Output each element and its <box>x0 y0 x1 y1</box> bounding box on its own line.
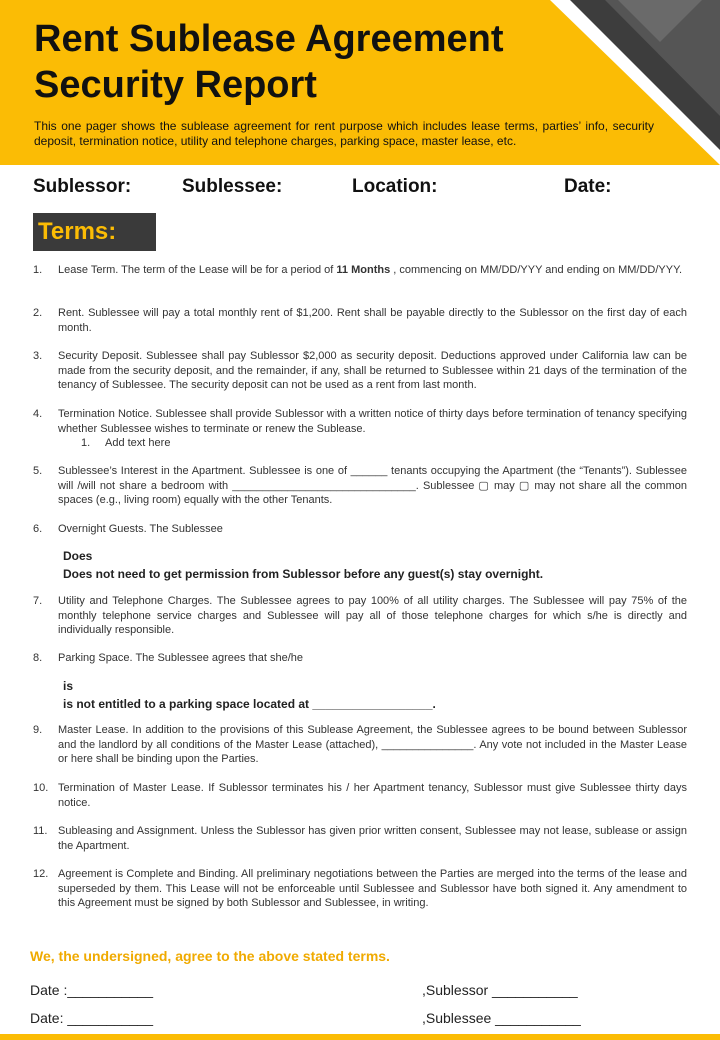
term-number: 10. <box>33 782 49 794</box>
term-item-9 <box>33 723 687 767</box>
parking-options <box>63 677 436 713</box>
term-text: Utility and Telephone Charges. The Sublessee agrees to pay 100% of all utility charges. The Sublessee will pay 75% of the monthly telephone service charges and Sublessee will pay all of those telephone charges for which s/he is directly and individually responsible. <box>58 595 687 636</box>
term-item-2 <box>33 306 687 335</box>
term-text: Agreement is Complete and Binding. All preliminary negotiations between the Parties are merged into the terms of the lease and superseded by them. This Lease will not be enforceable until Sublessee and Sublessor have both signed it. Any amendment to this Agreement must be signed by both Sublessor and Sublessee, in writing. <box>58 868 687 909</box>
term-text: Overnight Guests. The Sublessee <box>58 523 223 535</box>
date-label: Date: <box>564 176 612 197</box>
location-label: Location: <box>352 176 438 197</box>
term-text-pre: Lease Term. The term of the Lease will be for a period of <box>58 264 337 276</box>
parties-row <box>0 176 720 200</box>
terms-heading: Terms: <box>38 218 117 245</box>
page-description: This one pager shows the sublease agreement for rent purpose which includes lease terms, parties’ info, security deposit, termination notice, utility and telephone charges, parking space, master lease, etc. <box>34 119 654 148</box>
sub-item-number: 1. <box>81 437 91 449</box>
term-number: 11. <box>33 825 48 837</box>
term-text <box>58 263 687 278</box>
term-item-8 <box>33 651 687 666</box>
term-number: 4. <box>33 408 43 420</box>
header-banner <box>0 0 720 165</box>
term-number: 8. <box>33 652 43 664</box>
term-number: 12. <box>33 868 49 880</box>
title-line-2: Security Report <box>34 64 317 106</box>
guest-options <box>63 547 543 583</box>
sublessor-label: Sublessor: <box>33 176 132 197</box>
page-title <box>34 16 594 108</box>
term-item-3 <box>33 349 687 393</box>
term-item-5 <box>33 464 687 508</box>
term-item-12 <box>33 867 687 911</box>
guest-option-does-not: Does not need to get permission from Sublessor before any guest(s) stay overnight. <box>63 567 544 581</box>
term-number: 6. <box>33 523 43 535</box>
term-item-7 <box>33 594 687 638</box>
sub-item <box>81 436 687 451</box>
term-item-11 <box>33 824 687 853</box>
term-text: Subleasing and Assignment. Unless the Sublessor has given prior written consent, Sublessee may not lease, sublease or assign the Apartment. <box>58 825 687 852</box>
date-signature-line-2: Date: ___________ <box>30 1010 153 1026</box>
parking-option-is: is <box>63 679 74 693</box>
term-item-1 <box>33 263 687 278</box>
parking-option-is-not: is not entitled to a parking space located at __________________. <box>63 697 436 711</box>
term-duration: 11 Months <box>336 264 391 276</box>
term-item-4 <box>33 407 687 451</box>
title-line-1: Rent Sublease Agreement <box>34 18 504 60</box>
term-text-post: , commencing on MM/DD/YYY and ending on MM/DD/YYY. <box>390 264 683 276</box>
term-item-10 <box>33 781 687 810</box>
terms-heading-box <box>33 213 156 251</box>
term-text: Termination of Master Lease. If Sublessor terminates his / her Apartment tenancy, Sublessor must give Sublessee thirty days notice. <box>58 782 687 809</box>
sublessee-label: Sublessee: <box>182 176 283 197</box>
term-text: Master Lease. In addition to the provisions of this Sublease Agreement, the Sublessee agrees to be bound between Sublessor and the landlord by all conditions of the Master Lease (attached), _______________. Any vote not included in the Master Lease or here shall be binding upon the Parties. <box>58 724 687 765</box>
term-number: 5. <box>33 465 43 477</box>
term-text: Security Deposit. Sublessee shall pay Sublessor $2,000 as security deposit. Deductions approved under California law can be made from the security deposit, and the remainder, if any, shall be returned to Sublessee within 21 days of the termination of the tenancy of Sublessee. The security deposit can not be used as a rent from last month. <box>58 350 687 391</box>
term-text: Sublessee’s Interest in the Apartment. Sublessee is one of ______ tenants occupying the Apartment (the “Tenants”). Sublessee will /will not share a bedroom with ______________________________. Sublessee ▢ may ▢ may not share all the common spaces (e.g., living room) equally with the other Tenants. <box>58 465 687 506</box>
term-number: 2. <box>33 307 43 319</box>
term-number: 7. <box>33 595 43 607</box>
term-text: Rent. Sublessee will pay a total monthly rent of $1,200. Rent shall be payable directly to the Sublessor on the first day of each month. <box>58 307 687 334</box>
term-item-6 <box>33 522 687 537</box>
term-number: 1. <box>33 264 43 276</box>
sublessee-signature-line: ,Sublessee ___________ <box>422 1010 581 1026</box>
term-number: 9. <box>33 724 43 736</box>
term-text: Parking Space. The Sublessee agrees that she/he <box>58 652 304 664</box>
sublessor-signature-line: ,Sublessor ___________ <box>422 982 578 998</box>
term-number: 3. <box>33 350 43 362</box>
guest-option-does: Does <box>63 549 93 563</box>
bottom-accent-bar <box>0 1034 720 1040</box>
term-text: Termination Notice. Sublessee shall provide Sublessor with a written notice of thirty days before termination of tenancy specifying whether Sublessee wishes to terminate or renew the Sublease. <box>58 408 687 435</box>
date-signature-line-1: Date :___________ <box>30 982 153 998</box>
agreement-statement: We, the undersigned, agree to the above stated terms. <box>30 948 390 964</box>
sub-item-text: Add text here <box>105 437 171 449</box>
